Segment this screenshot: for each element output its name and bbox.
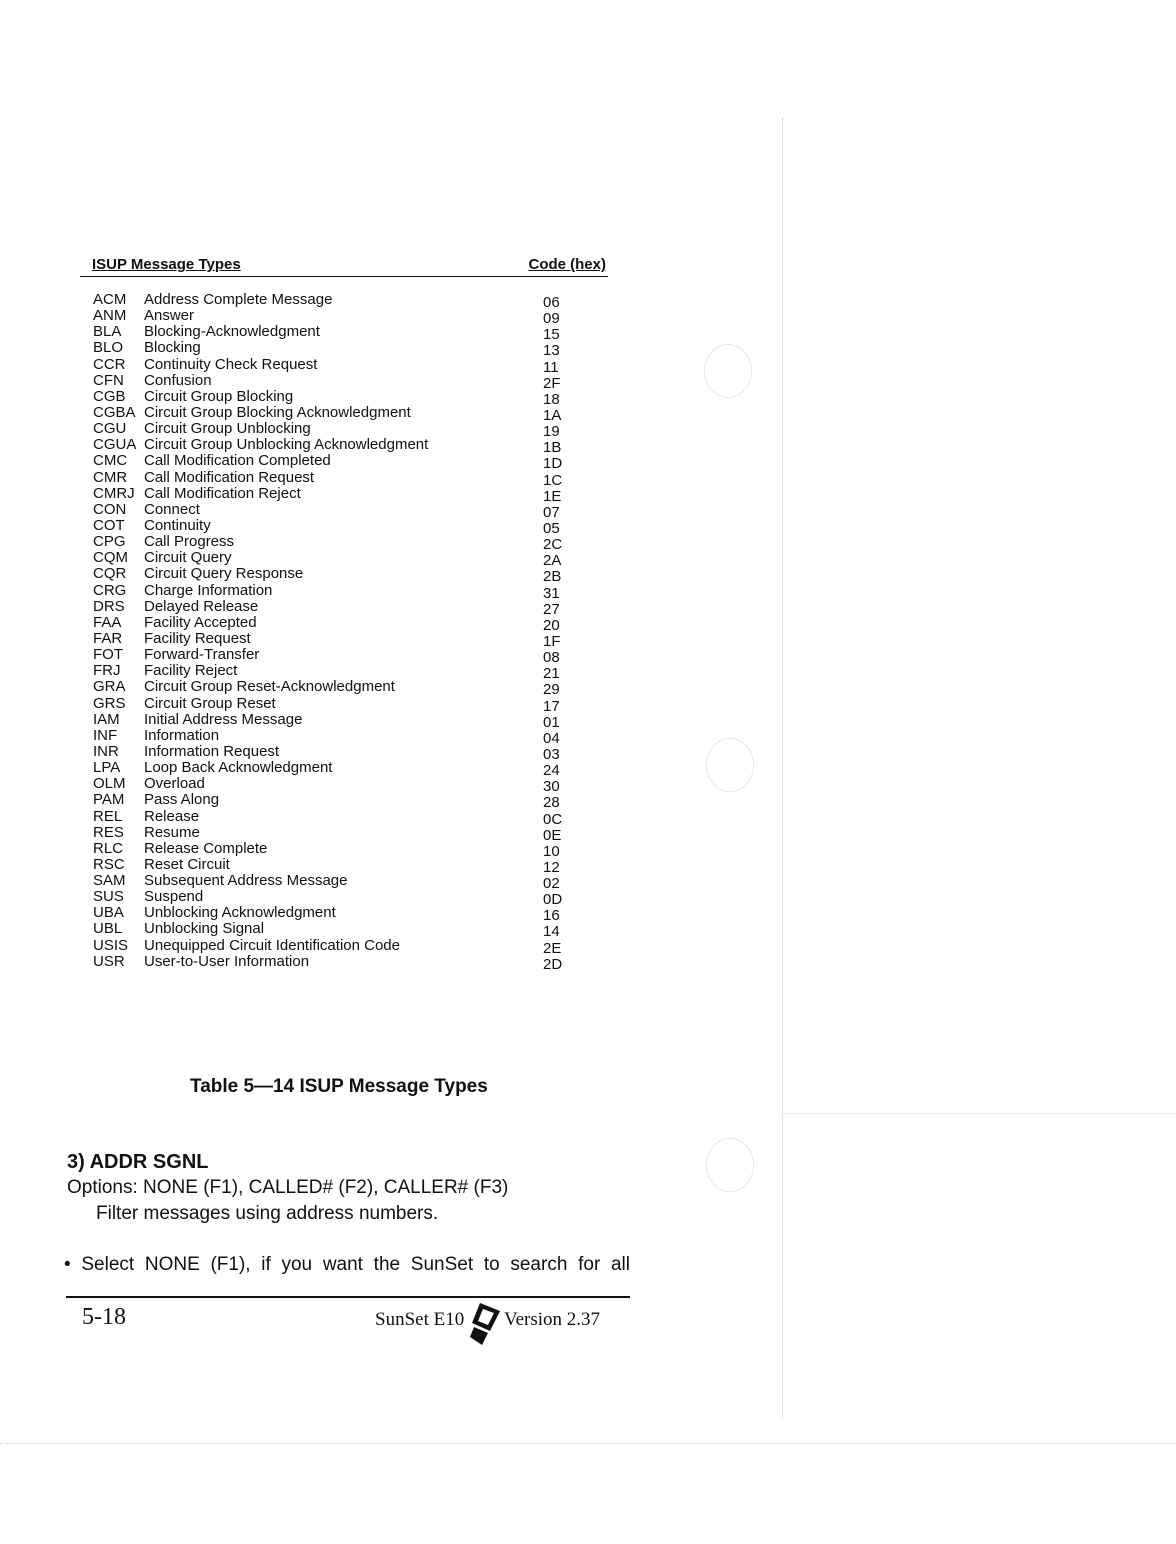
table-row bbox=[93, 936, 573, 957]
message-code: 24 bbox=[543, 762, 560, 780]
message-code: 1F bbox=[543, 632, 561, 650]
table-row bbox=[93, 307, 573, 328]
table-header-code: Code (hex) bbox=[528, 256, 606, 273]
table-row bbox=[93, 468, 573, 489]
message-description: Continuity Check Request bbox=[144, 355, 318, 373]
message-abbreviation: CGUA bbox=[93, 436, 137, 454]
table-caption: Table 5—14 ISUP Message Types bbox=[190, 1076, 488, 1097]
message-description: Answer bbox=[144, 307, 195, 325]
message-description: Circuit Group Blocking bbox=[144, 387, 294, 405]
message-description: Circuit Group Unblocking bbox=[144, 420, 311, 438]
description-text: Filter messages using address numbers. bbox=[96, 1203, 439, 1224]
message-description: Release bbox=[144, 807, 200, 825]
message-description: Information bbox=[144, 726, 220, 744]
message-description: Circuit Query bbox=[144, 549, 232, 567]
message-code: 1E bbox=[543, 487, 562, 505]
message-abbreviation: INR bbox=[93, 742, 119, 760]
message-abbreviation: ANM bbox=[93, 307, 127, 325]
message-description: Facility Reject bbox=[144, 662, 238, 680]
table-row bbox=[93, 759, 573, 780]
message-code: 2B bbox=[543, 568, 562, 586]
message-abbreviation: COT bbox=[93, 516, 125, 534]
message-description: Facility Accepted bbox=[144, 613, 257, 631]
table-row bbox=[93, 403, 573, 424]
table-row bbox=[93, 452, 573, 473]
message-description: User-to-User Information bbox=[144, 952, 310, 970]
table-row bbox=[93, 613, 573, 634]
table-row bbox=[93, 533, 573, 554]
message-abbreviation: USR bbox=[93, 952, 125, 970]
table-row bbox=[93, 291, 573, 311]
message-description: Release Complete bbox=[144, 839, 268, 857]
footer-rule bbox=[66, 1296, 630, 1298]
message-abbreviation: FAA bbox=[93, 613, 122, 631]
punch-hole bbox=[704, 344, 752, 398]
message-code: 31 bbox=[543, 584, 560, 602]
message-code: 20 bbox=[543, 616, 560, 634]
bullet-text: • Select NONE (F1), if you want the SunSet to search for all bbox=[64, 1254, 630, 1275]
message-code: 04 bbox=[543, 729, 560, 747]
message-description: Unblocking Acknowledgment bbox=[144, 904, 336, 922]
table-row bbox=[93, 678, 573, 699]
message-abbreviation: CGBA bbox=[93, 403, 136, 421]
table-row bbox=[93, 565, 573, 586]
message-abbreviation: UBA bbox=[93, 904, 124, 922]
message-description: Circuit Group Blocking Acknowledgment bbox=[144, 403, 411, 421]
message-code: 0E bbox=[543, 826, 562, 844]
message-description: Circuit Group Reset-Acknowledgment bbox=[144, 678, 395, 696]
message-abbreviation: CGU bbox=[93, 420, 127, 438]
table-row bbox=[93, 646, 573, 667]
message-abbreviation: FAR bbox=[93, 629, 123, 647]
message-code: 19 bbox=[543, 423, 560, 441]
table-row bbox=[93, 807, 573, 828]
message-code: 30 bbox=[543, 778, 560, 796]
message-abbreviation: CGB bbox=[93, 387, 126, 405]
message-code: 05 bbox=[543, 519, 560, 537]
page-number: 5-18 bbox=[82, 1304, 126, 1330]
message-code: 08 bbox=[543, 649, 560, 667]
message-description: Subsequent Address Message bbox=[144, 872, 348, 890]
message-description: Delayed Release bbox=[144, 597, 259, 615]
message-description: Unblocking Signal bbox=[144, 920, 265, 938]
table-row bbox=[93, 516, 573, 537]
message-code: 2A bbox=[543, 552, 562, 570]
section-title: 3) ADDR SGNL bbox=[67, 1151, 209, 1173]
table-row bbox=[93, 855, 573, 876]
table-row bbox=[93, 355, 573, 376]
message-description: Circuit Group Unblocking Acknowledgment bbox=[144, 436, 429, 454]
message-description: Blocking bbox=[144, 339, 201, 357]
message-description: Continuity bbox=[144, 516, 211, 534]
message-description: Blocking-Acknowledgment bbox=[144, 323, 320, 341]
options-text: Options: NONE (F1), CALLED# (F2), CALLER# (F3) bbox=[67, 1177, 509, 1198]
footer-version: Version 2.37 bbox=[504, 1309, 601, 1330]
message-abbreviation: DRS bbox=[93, 597, 125, 615]
message-abbreviation: SUS bbox=[93, 888, 124, 906]
message-description: Information Request bbox=[144, 742, 280, 760]
message-code: 17 bbox=[543, 697, 560, 715]
message-code: 1A bbox=[543, 406, 562, 424]
message-description: Pass Along bbox=[144, 791, 220, 809]
message-abbreviation: CMRJ bbox=[93, 484, 135, 502]
scan-margin-line bbox=[782, 118, 783, 1418]
message-code: 18 bbox=[543, 390, 560, 408]
table-row bbox=[93, 387, 573, 408]
message-description: Suspend bbox=[144, 888, 204, 906]
message-abbreviation: CPG bbox=[93, 533, 126, 551]
message-description: Connect bbox=[144, 500, 200, 518]
message-abbreviation: BLO bbox=[93, 339, 124, 357]
message-description: Unequipped Circuit Identification Code bbox=[144, 936, 400, 954]
table-row bbox=[93, 726, 573, 747]
message-description: Charge Information bbox=[144, 581, 273, 599]
message-abbreviation: UBL bbox=[93, 920, 123, 938]
message-code: 03 bbox=[543, 745, 560, 763]
message-description: Address Complete Message bbox=[144, 291, 333, 308]
message-description: Facility Request bbox=[144, 629, 251, 647]
message-description: Call Modification Completed bbox=[144, 452, 331, 470]
message-abbreviation: ACM bbox=[93, 291, 127, 308]
table-header bbox=[80, 256, 608, 277]
message-code: 12 bbox=[543, 858, 560, 876]
message-abbreviation: REL bbox=[93, 807, 123, 825]
message-abbreviation: CMR bbox=[93, 468, 128, 486]
message-code: 15 bbox=[543, 326, 560, 344]
message-description: Circuit Query Response bbox=[144, 565, 304, 583]
message-code: 16 bbox=[543, 907, 560, 925]
message-abbreviation: PAM bbox=[93, 791, 125, 809]
message-description: Call Modification Request bbox=[144, 468, 315, 486]
message-type-list bbox=[93, 291, 573, 973]
message-abbreviation: GRA bbox=[93, 678, 126, 696]
message-code: 0D bbox=[543, 891, 563, 909]
table-row bbox=[93, 775, 573, 796]
table-row bbox=[93, 791, 573, 812]
message-code: 13 bbox=[543, 342, 560, 360]
message-abbreviation: BLA bbox=[93, 323, 122, 341]
table-header-types: ISUP Message Types bbox=[92, 256, 241, 273]
table-row bbox=[93, 662, 573, 683]
table-row bbox=[93, 742, 573, 763]
message-code: 01 bbox=[543, 713, 560, 731]
message-abbreviation: FRJ bbox=[93, 662, 121, 680]
message-abbreviation: CQR bbox=[93, 565, 127, 583]
table-row bbox=[93, 339, 573, 360]
message-code: 21 bbox=[543, 665, 560, 683]
punch-hole bbox=[706, 738, 754, 792]
message-description: Call Progress bbox=[144, 533, 235, 551]
message-abbreviation: CON bbox=[93, 500, 127, 518]
table-row bbox=[93, 888, 573, 909]
message-description: Resume bbox=[144, 823, 200, 841]
message-code: 2E bbox=[543, 939, 562, 957]
message-description: Reset Circuit bbox=[144, 855, 230, 873]
table-row bbox=[93, 549, 573, 570]
message-code: 14 bbox=[543, 923, 560, 941]
message-code: 02 bbox=[543, 875, 560, 893]
table-row bbox=[93, 323, 573, 344]
message-code: 27 bbox=[543, 600, 560, 618]
message-code: 11 bbox=[543, 358, 559, 376]
scan-edge-line-right bbox=[782, 1113, 1176, 1114]
punch-hole bbox=[706, 1138, 754, 1192]
message-abbreviation: GRS bbox=[93, 694, 126, 712]
message-abbreviation: RES bbox=[93, 823, 124, 841]
table-row bbox=[93, 484, 573, 505]
message-code: 06 bbox=[543, 294, 560, 311]
message-abbreviation: USIS bbox=[93, 936, 129, 954]
message-description: Call Modification Reject bbox=[144, 484, 301, 502]
message-code: 29 bbox=[543, 681, 560, 699]
message-code: 2C bbox=[543, 536, 563, 554]
table-row bbox=[93, 710, 573, 731]
message-code: 1C bbox=[543, 471, 563, 489]
message-abbreviation: RSC bbox=[93, 855, 125, 873]
message-abbreviation: FOT bbox=[93, 646, 123, 664]
message-abbreviation: INF bbox=[93, 726, 118, 744]
message-description: Overload bbox=[144, 775, 205, 793]
message-description: Loop Back Acknowledgment bbox=[144, 759, 333, 777]
message-description: Forward-Transfer bbox=[144, 646, 260, 664]
table-row bbox=[93, 597, 573, 618]
message-description: Circuit Group Reset bbox=[144, 694, 276, 712]
footer-product-name: SunSet E10 bbox=[375, 1309, 465, 1330]
table-row bbox=[93, 436, 573, 457]
message-abbreviation: CMC bbox=[93, 452, 128, 470]
message-abbreviation: OLM bbox=[93, 775, 126, 793]
message-code: 10 bbox=[543, 842, 560, 860]
scan-edge-line bbox=[0, 1443, 1176, 1444]
message-abbreviation: CRG bbox=[93, 581, 127, 599]
message-code: 1B bbox=[543, 439, 562, 457]
message-abbreviation: LPA bbox=[93, 759, 121, 777]
message-code: 09 bbox=[543, 310, 560, 328]
message-abbreviation: CFN bbox=[93, 371, 124, 389]
table-row bbox=[93, 629, 573, 650]
table-row bbox=[93, 420, 573, 441]
message-abbreviation: CQM bbox=[93, 549, 128, 567]
table-row bbox=[93, 920, 573, 941]
message-description: Initial Address Message bbox=[144, 710, 303, 728]
table-row bbox=[93, 952, 573, 973]
message-code: 2D bbox=[543, 955, 563, 973]
table-row bbox=[93, 904, 573, 925]
message-abbreviation: IAM bbox=[93, 710, 120, 728]
message-description: Confusion bbox=[144, 371, 212, 389]
sunset-logo-icon bbox=[468, 1301, 502, 1347]
message-code: 28 bbox=[543, 794, 560, 812]
message-code: 0C bbox=[543, 810, 563, 828]
table-row bbox=[93, 581, 573, 602]
message-abbreviation: RLC bbox=[93, 839, 124, 857]
message-abbreviation: SAM bbox=[93, 872, 126, 890]
message-code: 1D bbox=[543, 455, 563, 473]
table-row bbox=[93, 839, 573, 860]
table-row bbox=[93, 872, 573, 893]
message-code: 2F bbox=[543, 374, 561, 392]
message-code: 07 bbox=[543, 503, 560, 521]
table-row bbox=[93, 823, 573, 844]
table-row bbox=[93, 694, 573, 715]
message-abbreviation: CCR bbox=[93, 355, 126, 373]
table-row bbox=[93, 371, 573, 392]
table-row bbox=[93, 500, 573, 521]
